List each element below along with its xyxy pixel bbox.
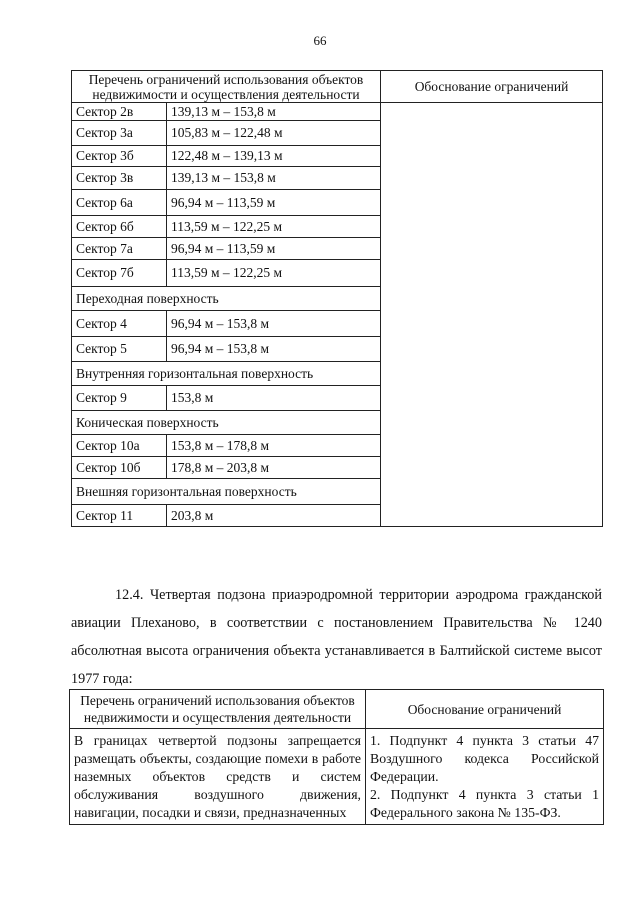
sector-name: Сектор 3б (72, 146, 167, 167)
sector-height-range: 139,13 м – 153,8 м (167, 103, 381, 121)
sector-height-range: 153,8 м (167, 386, 381, 411)
table2-justification-cell (366, 729, 604, 825)
sector-height-range: 113,59 м – 122,25 м (167, 260, 381, 287)
sector-height-range: 178,8 м – 203,8 м (167, 457, 381, 479)
sector-name: Сектор 10б (72, 457, 167, 479)
sector-height-range: 122,48 м – 139,13 м (167, 146, 381, 167)
sector-name: Сектор 7б (72, 260, 167, 287)
sector-height-range: 139,13 м – 153,8 м (167, 167, 381, 190)
table1-header-restrictions: Перечень ограничений использования объектов недвижимости и осуществления деятельности (72, 71, 381, 103)
sector-height-range: 203,8 м (167, 505, 381, 527)
table2-header-restrictions: Перечень ограничений использования объектов недвижимости и осуществления деятельности (70, 690, 366, 729)
sector-name: Сектор 11 (72, 505, 167, 527)
table2-justification-item-2: 2. Подпункт 4 пункта 3 статьи 1 Федерального закона № 135-ФЗ. (370, 787, 599, 820)
section-12-4-paragraph: 12.4. Четвертая подзона приаэродромной территории аэродрома гражданской авиации Плеханово, в соответствии с постановлением Правительства № 1240 абсолютная высота ограничения объекта устанавливается в Балтийской системе высот 1977 года: (71, 587, 602, 687)
sector-name: Сектор 10а (72, 435, 167, 457)
sector-name: Сектор 7а (72, 238, 167, 260)
surface-group-label: Внешняя горизонтальная поверхность (72, 479, 381, 505)
sector-name: Сектор 6б (72, 216, 167, 238)
surface-group-label: Переходная поверхность (72, 287, 381, 311)
sector-height-range: 96,94 м – 113,59 м (167, 190, 381, 216)
sector-height-range: 96,94 м – 153,8 м (167, 337, 381, 362)
sector-name: Сектор 3в (72, 167, 167, 190)
sector-name: Сектор 6а (72, 190, 167, 216)
surface-group-label: Коническая поверхность (72, 411, 381, 435)
table2-justification-item-1: 1. Подпункт 4 пункта 3 статьи 47 Воздушного кодекса Российской Федерации. (370, 733, 599, 784)
page-number: 66 (313, 33, 327, 48)
surface-group-label: Внутренняя горизонтальная поверхность (72, 362, 381, 386)
sector-height-range: 113,59 м – 122,25 м (167, 216, 381, 238)
sector-name: Сектор 5 (72, 337, 167, 362)
table-row (72, 103, 603, 121)
sector-name: Сектор 3а (72, 121, 167, 146)
sector-name: Сектор 4 (72, 311, 167, 337)
restrictions-table-subzone-4 (69, 689, 604, 825)
table1-header-justification: Обоснование ограничений (381, 71, 603, 103)
restrictions-table-sectors (71, 70, 603, 527)
sector-name: Сектор 2в (72, 103, 167, 121)
justification-blank-cell (381, 103, 603, 527)
table2-restriction-text: В границах четвертой подзоны запрещается размещать объекты, создающие помехи в работе наземных объектов средств и систем обслуживания воздушного движения, навигации, посадки и связи, предназначенных (70, 729, 366, 825)
table2-header-justification: Обоснование ограничений (366, 690, 604, 729)
sector-height-range: 96,94 м – 113,59 м (167, 238, 381, 260)
sector-height-range: 105,83 м – 122,48 м (167, 121, 381, 146)
sector-name: Сектор 9 (72, 386, 167, 411)
sector-height-range: 153,8 м – 178,8 м (167, 435, 381, 457)
sector-height-range: 96,94 м – 153,8 м (167, 311, 381, 337)
